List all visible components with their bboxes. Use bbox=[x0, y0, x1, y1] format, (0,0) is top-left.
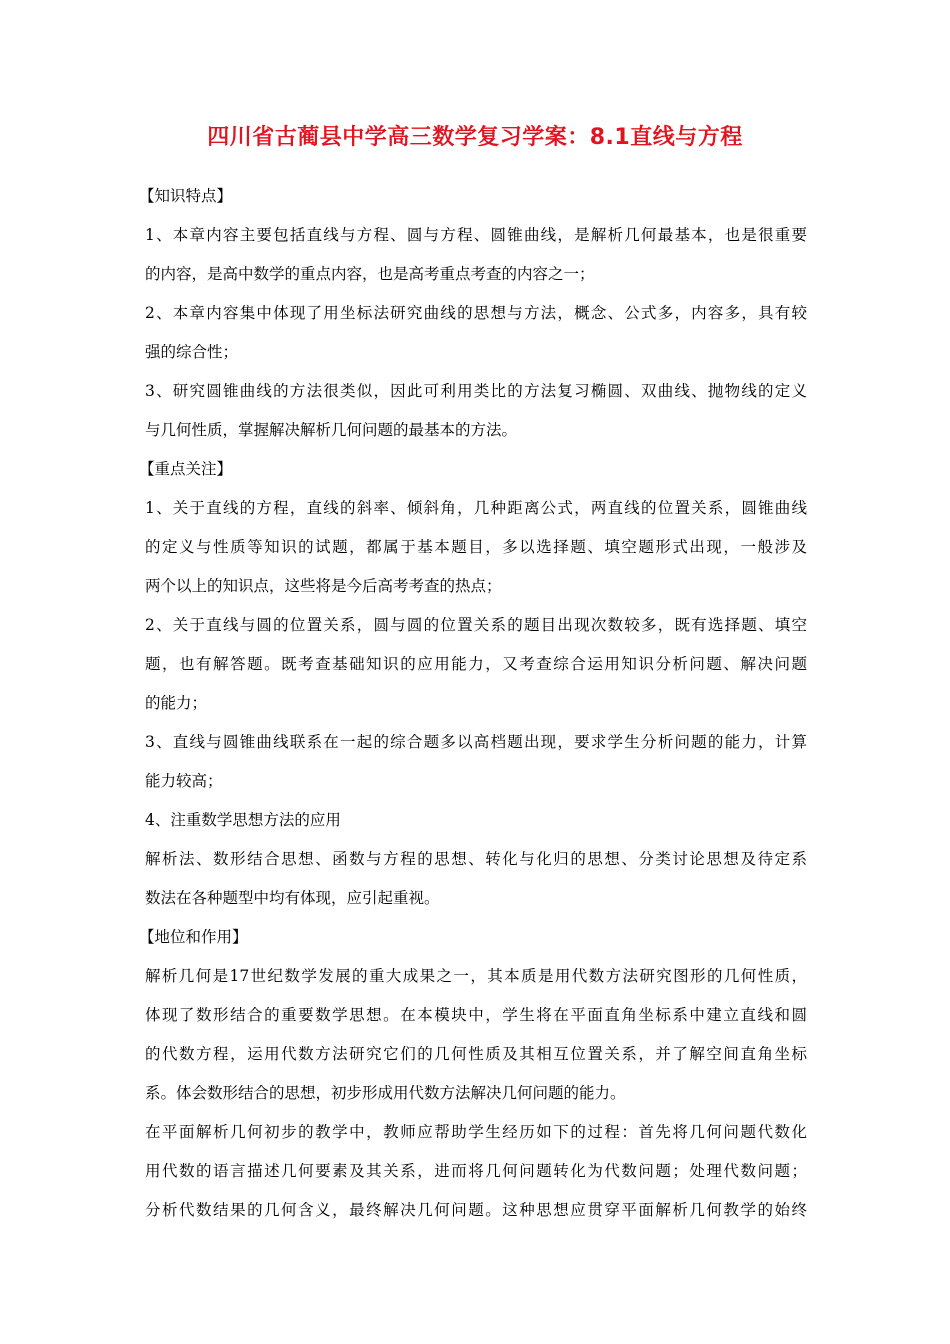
text-line: 3、直线与圆锥曲线联系在一起的综合题多以高档题出现，要求学生分析问题的能力，计算 bbox=[145, 733, 807, 751]
text-line: 体现了数形结合的重要数学思想。在本模块中，学生将在平面直角坐标系中建立直线和圆 bbox=[145, 1006, 807, 1024]
text-line: 的能力； bbox=[145, 694, 208, 712]
text-line: 强的综合性； bbox=[145, 343, 239, 361]
document-body bbox=[139, 177, 807, 1230]
text-line: 与几何性质，掌握解决解析几何问题的最基本的方法。 bbox=[145, 421, 518, 439]
text-line: 2、关于直线与圆的位置关系，圆与圆的位置关系的题目出现次数较多，既有选择题、填空 bbox=[145, 616, 807, 634]
text-line: 在平面解析几何初步的教学中，教师应帮助学生经历如下的过程：首先将几何问题代数化 bbox=[145, 1123, 807, 1141]
text-line: 的内容，是高中数学的重点内容，也是高考重点考查的内容之一； bbox=[145, 265, 595, 283]
text-line: 解析几何是17世纪数学发展的重大成果之一，其本质是用代数方法研究图形的几何性质， bbox=[145, 967, 807, 985]
text-line: 数法在各种题型中均有体现，应引起重视。 bbox=[145, 889, 440, 907]
text-line: 分析代数结果的几何含义，最终解决几何问题。这种思想应贯穿平面解析几何教学的始终 bbox=[145, 1201, 807, 1219]
text-line: 解析法、数形结合思想、函数与方程的思想、转化与化归的思想、分类讨论思想及待定系 bbox=[145, 850, 807, 868]
text-line: 用代数的语言描述几何要素及其关系，进而将几何问题转化为代数问题；处理代数问题； bbox=[145, 1162, 807, 1180]
section-heading: 【地位和作用】 bbox=[139, 928, 248, 946]
section-heading: 【重点关注】 bbox=[139, 460, 233, 478]
text-line: 系。体会数形结合的思想，初步形成用代数方法解决几何问题的能力。 bbox=[145, 1084, 626, 1102]
text-line: 1、关于直线的方程，直线的斜率、倾斜角，几种距离公式，两直线的位置关系，圆锥曲线 bbox=[145, 499, 807, 517]
text-line: 题，也有解答题。既考查基础知识的应用能力，又考查综合运用知识分析问题、解决问题 bbox=[145, 655, 807, 673]
text-line: 2、本章内容集中体现了用坐标法研究曲线的思想与方法，概念、公式多，内容多，具有较 bbox=[145, 304, 807, 322]
text-line: 的定义与性质等知识的试题，都属于基本题目，多以选择题、填空题形式出现，一般涉及 bbox=[145, 538, 807, 556]
text-line: 能力较高； bbox=[145, 772, 223, 790]
text-line: 4、注重数学思想方法的应用 bbox=[145, 811, 341, 829]
text-line: 两个以上的知识点，这些将是今后高考考查的热点； bbox=[145, 577, 502, 595]
text-line: 1、本章内容主要包括直线与方程、圆与方程、圆锥曲线，是解析几何最基本，也是很重要 bbox=[145, 226, 807, 244]
text-line: 的代数方程，运用代数方法研究它们的几何性质及其相互位置关系，并了解空间直角坐标 bbox=[145, 1045, 807, 1063]
document-title: 四川省古蔺县中学高三数学复习学案：8.1直线与方程 bbox=[207, 125, 743, 150]
text-line: 3、研究圆锥曲线的方法很类似，因此可利用类比的方法复习椭圆、双曲线、抛物线的定义 bbox=[145, 382, 807, 400]
section-heading: 【知识特点】 bbox=[139, 187, 233, 205]
